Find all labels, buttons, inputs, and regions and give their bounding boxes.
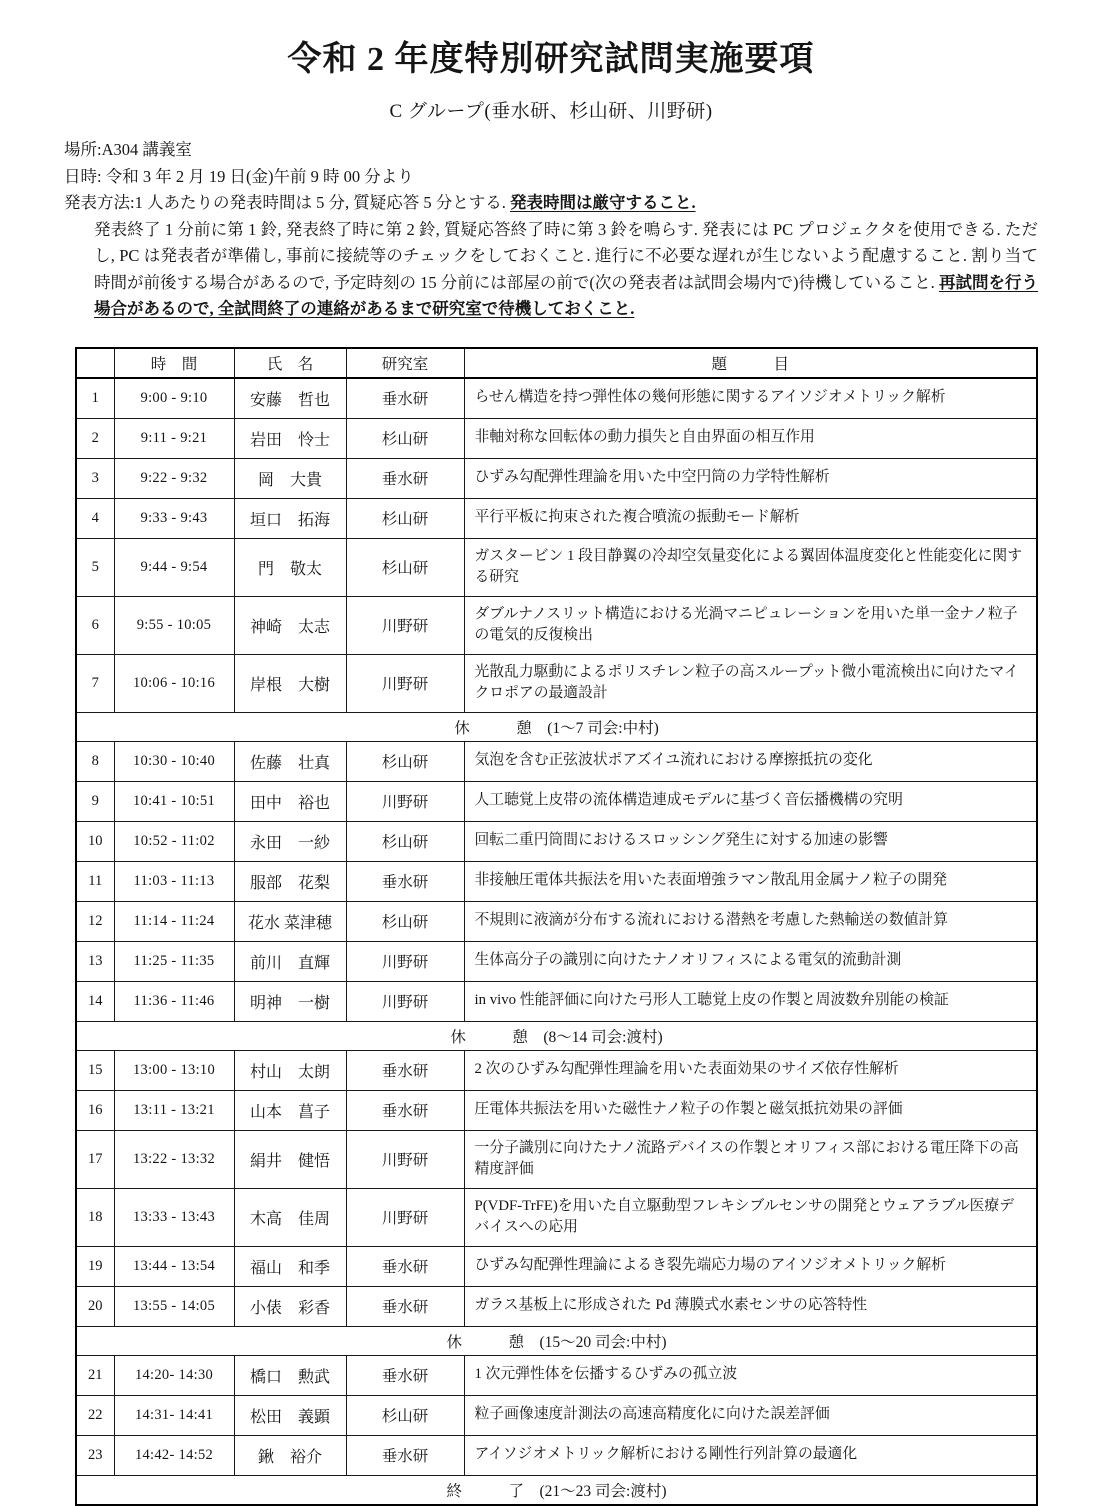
- notes-text: 発表終了 1 分前に第 1 鈴, 発表終了時に第 2 鈴, 質疑応答終了時に第 3 鈴を鳴らす. 発表には PC プロジェクタを使用できる. ただし, PC は発表者が準備し, 事前に接続等のチェックをしておくこと. 進行に不必要な遅れが生じないよう配慮すること. 割り当て時間が前後する場合があるので, 予定時刻の 15 分前には部屋の前で(次の発表者は試問会場内で)待機していること.: [94, 219, 1038, 292]
- cell-no: 19: [76, 1246, 114, 1286]
- cell-time: 13:44 - 13:54: [114, 1246, 234, 1286]
- cell-title: 2 次のひずみ勾配弾性理論を用いた表面効果のサイズ依存性解析: [464, 1050, 1037, 1090]
- cell-time: 13:22 - 13:32: [114, 1130, 234, 1188]
- cell-no: 8: [76, 741, 114, 781]
- cell-title: 気泡を含む正弦波状ポアズイユ流れにおける摩擦抵抗の変化: [464, 741, 1037, 781]
- cell-name: 岸根 大樹: [234, 654, 346, 712]
- cell-lab: 垂水研: [346, 861, 464, 901]
- col-header-title: 題 目: [464, 348, 1037, 378]
- table-row: [76, 1286, 1037, 1326]
- break-row: [76, 1326, 1037, 1355]
- cell-time: 14:31- 14:41: [114, 1395, 234, 1435]
- cell-title: 人工聴覚上皮帯の流体構造連成モデルに基づく音伝播機構の究明: [464, 781, 1037, 821]
- cell-no: 17: [76, 1130, 114, 1188]
- col-header-number: [76, 348, 114, 378]
- cell-no: 20: [76, 1286, 114, 1326]
- cell-no: 7: [76, 654, 114, 712]
- cell-time: 13:11 - 13:21: [114, 1090, 234, 1130]
- table-row: [76, 1188, 1037, 1246]
- table-row: [76, 941, 1037, 981]
- cell-lab: 垂水研: [346, 458, 464, 498]
- cell-time: 11:14 - 11:24: [114, 901, 234, 941]
- cell-lab: 川野研: [346, 781, 464, 821]
- table-row: [76, 901, 1037, 941]
- cell-name: 絹井 健悟: [234, 1130, 346, 1188]
- method-text: 発表方法:1 人あたりの発表時間は 5 分, 質疑応答 5 分とする.: [64, 193, 510, 212]
- cell-title: in vivo 性能評価に向けた弓形人工聴覚上皮の作製と周波数弁別能の検証: [464, 981, 1037, 1021]
- cell-lab: 垂水研: [346, 1355, 464, 1395]
- cell-name: 神崎 太志: [234, 596, 346, 654]
- cell-name: 垣口 拓海: [234, 498, 346, 538]
- cell-name: 佐藤 壮真: [234, 741, 346, 781]
- table-row: [76, 741, 1037, 781]
- method-emphasis: 発表時間は厳守すること.: [509, 193, 696, 212]
- cell-name: 花水 菜津穂: [234, 901, 346, 941]
- cell-title: ひずみ勾配弾性理論によるき裂先端応力場のアイソジオメトリック解析: [464, 1246, 1037, 1286]
- cell-title: アイソジオメトリック解析における剛性行列計算の最適化: [464, 1435, 1037, 1475]
- table-row: [76, 861, 1037, 901]
- cell-lab: 垂水研: [346, 378, 464, 419]
- cell-time: 13:00 - 13:10: [114, 1050, 234, 1090]
- cell-lab: 川野研: [346, 1130, 464, 1188]
- cell-no: 11: [76, 861, 114, 901]
- cell-time: 9:00 - 9:10: [114, 378, 234, 419]
- cell-time: 10:06 - 10:16: [114, 654, 234, 712]
- cell-name: 木高 佳周: [234, 1188, 346, 1246]
- cell-title: ダブルナノスリット構造における光渦マニピュレーションを用いた単一金ナノ粒子の電気的反復検出: [464, 596, 1037, 654]
- doc-subtitle: C グループ(垂水研、杉山研、川野研): [389, 101, 713, 122]
- cell-lab: 杉山研: [346, 418, 464, 458]
- cell-lab: 川野研: [346, 596, 464, 654]
- schedule-table: [75, 347, 1038, 1506]
- cell-name: 小俵 彩香: [234, 1286, 346, 1326]
- break-label: 休 憩 (8～14 司会:渡村): [76, 1021, 1037, 1050]
- cell-title: らせん構造を持つ弾性体の幾何形態に関するアイソジオメトリック解析: [464, 378, 1037, 419]
- cell-title: P(VDF-TrFE)を用いた自立駆動型フレキシブルセンサの開発とウェアラブル医療デバイスへの応用: [464, 1188, 1037, 1246]
- cell-time: 10:52 - 11:02: [114, 821, 234, 861]
- cell-name: 服部 花梨: [234, 861, 346, 901]
- cell-time: 9:11 - 9:21: [114, 418, 234, 458]
- cell-no: 4: [76, 498, 114, 538]
- table-row: [76, 1355, 1037, 1395]
- table-row: [76, 821, 1037, 861]
- table-row: [76, 458, 1037, 498]
- cell-no: 5: [76, 538, 114, 596]
- cell-title: 圧電体共振法を用いた磁性ナノ粒子の作製と磁気抵抗効果の評価: [464, 1090, 1037, 1130]
- cell-name: 岡 大貴: [234, 458, 346, 498]
- cell-time: 14:20- 14:30: [114, 1355, 234, 1395]
- cell-lab: 垂水研: [346, 1050, 464, 1090]
- cell-no: 16: [76, 1090, 114, 1130]
- cell-title: 粒子画像速度計測法の高速高精度化に向けた誤差評価: [464, 1395, 1037, 1435]
- cell-title: ひずみ勾配弾性理論を用いた中空円筒の力学特性解析: [464, 458, 1037, 498]
- doc-title: 令和 2 年度特別研究試問実施要項: [287, 41, 815, 78]
- cell-no: 1: [76, 378, 114, 419]
- cell-title: ガスタービン 1 段目静翼の冷却空気量変化による翼固体温度変化と性能変化に関する研究: [464, 538, 1037, 596]
- cell-lab: 川野研: [346, 654, 464, 712]
- cell-title: 非軸対称な回転体の動力損失と自由界面の相互作用: [464, 418, 1037, 458]
- cell-title: 光散乱力駆動によるポリスチレン粒子の高スループット微小電流検出に向けたマイクロポアの最適設計: [464, 654, 1037, 712]
- cell-no: 14: [76, 981, 114, 1021]
- table-row: [76, 1435, 1037, 1475]
- cell-title: ガラス基板上に形成された Pd 薄膜式水素センサの応答特性: [464, 1286, 1037, 1326]
- cell-time: 11:03 - 11:13: [114, 861, 234, 901]
- cell-name: 鍬 裕介: [234, 1435, 346, 1475]
- cell-no: 6: [76, 596, 114, 654]
- break-label: 休 憩 (15～20 司会:中村): [76, 1326, 1037, 1355]
- cell-name: 橋口 勲武: [234, 1355, 346, 1395]
- cell-no: 13: [76, 941, 114, 981]
- notes-emphasis: 再試問を行う場合があるので, 全試問終了の連絡があるまで研究室で待機しておくこと.: [94, 272, 1039, 318]
- cell-lab: 川野研: [346, 941, 464, 981]
- cell-name: 岩田 怜士: [234, 418, 346, 458]
- cell-lab: 垂水研: [346, 1435, 464, 1475]
- cell-time: 14:42- 14:52: [114, 1435, 234, 1475]
- cell-title: 不規則に液滴が分布する流れにおける潜熱を考慮した熱輸送の数値計算: [464, 901, 1037, 941]
- cell-no: 18: [76, 1188, 114, 1246]
- table-row: [76, 1246, 1037, 1286]
- cell-title: 平行平板に拘束された複合噴流の振動モード解析: [464, 498, 1037, 538]
- cell-title: 1 次元弾性体を伝播するひずみの孤立波: [464, 1355, 1037, 1395]
- schedule-rows: [76, 378, 1037, 1505]
- table-row: [76, 1090, 1037, 1130]
- cell-time: 11:25 - 11:35: [114, 941, 234, 981]
- break-label: 休 憩 (1～7 司会:中村): [76, 712, 1037, 741]
- cell-lab: 杉山研: [346, 1395, 464, 1435]
- break-row: [76, 1475, 1037, 1505]
- cell-name: 前川 直輝: [234, 941, 346, 981]
- cell-no: 21: [76, 1355, 114, 1395]
- cell-name: 安藤 哲也: [234, 378, 346, 419]
- cell-no: 15: [76, 1050, 114, 1090]
- cell-no: 10: [76, 821, 114, 861]
- table-row: [76, 418, 1037, 458]
- cell-name: 村山 太朗: [234, 1050, 346, 1090]
- cell-no: 2: [76, 418, 114, 458]
- table-row: [76, 781, 1037, 821]
- cell-name: 松田 義顕: [234, 1395, 346, 1435]
- cell-name: 明神 一樹: [234, 981, 346, 1021]
- cell-lab: 垂水研: [346, 1246, 464, 1286]
- cell-lab: 杉山研: [346, 498, 464, 538]
- cell-no: 23: [76, 1435, 114, 1475]
- cell-time: 11:36 - 11:46: [114, 981, 234, 1021]
- cell-no: 9: [76, 781, 114, 821]
- cell-lab: 垂水研: [346, 1090, 464, 1130]
- cell-lab: 川野研: [346, 1188, 464, 1246]
- table-row: [76, 981, 1037, 1021]
- cell-time: 13:33 - 13:43: [114, 1188, 234, 1246]
- cell-name: 永田 一紗: [234, 821, 346, 861]
- table-row: [76, 1395, 1037, 1435]
- cell-name: 門 敬太: [234, 538, 346, 596]
- cell-title: 生体高分子の識別に向けたナノオリフィスによる電気的流動計測: [464, 941, 1037, 981]
- cell-time: 9:55 - 10:05: [114, 596, 234, 654]
- table-row: [76, 378, 1037, 419]
- cell-title: 一分子識別に向けたナノ流路デバイスの作製とオリフィス部における電圧降下の高精度評価: [464, 1130, 1037, 1188]
- cell-lab: 杉山研: [346, 538, 464, 596]
- cell-lab: 川野研: [346, 981, 464, 1021]
- cell-title: 回転二重円筒間におけるスロッシング発生に対する加速の影響: [464, 821, 1037, 861]
- cell-lab: 垂水研: [346, 1286, 464, 1326]
- break-label: 終 了 (21～23 司会:渡村): [76, 1475, 1037, 1505]
- cell-name: 山本 菖子: [234, 1090, 346, 1130]
- cell-time: 9:44 - 9:54: [114, 538, 234, 596]
- cell-lab: 杉山研: [346, 901, 464, 941]
- method-line: [64, 190, 1038, 217]
- table-row: [76, 596, 1037, 654]
- cell-name: 福山 和季: [234, 1246, 346, 1286]
- notes-paragraph: [94, 217, 1038, 323]
- cell-time: 9:22 - 9:32: [114, 458, 234, 498]
- cell-title: 非接触圧電体共振法を用いた表面増強ラマン散乱用金属ナノ粒子の開発: [464, 861, 1037, 901]
- cell-lab: 杉山研: [346, 821, 464, 861]
- break-row: [76, 712, 1037, 741]
- break-row: [76, 1021, 1037, 1050]
- cell-lab: 杉山研: [346, 741, 464, 781]
- col-header-time: 時 間: [114, 348, 234, 378]
- cell-time: 10:30 - 10:40: [114, 741, 234, 781]
- location-line: 場所:A304 講義室: [64, 140, 192, 159]
- datetime-line: 日時: 令和 3 年 2 月 19 日(金)午前 9 時 00 分より: [64, 166, 414, 186]
- cell-no: 22: [76, 1395, 114, 1435]
- cell-time: 9:33 - 9:43: [114, 498, 234, 538]
- col-header-name: 氏 名: [234, 348, 346, 378]
- table-row: [76, 1130, 1037, 1188]
- header-row: [76, 348, 1037, 378]
- col-header-lab: 研究室: [346, 348, 464, 378]
- cell-name: 田中 裕也: [234, 781, 346, 821]
- table-row: [76, 654, 1037, 712]
- cell-no: 12: [76, 901, 114, 941]
- table-row: [76, 1050, 1037, 1090]
- schedule-header: [76, 348, 1037, 378]
- table-row: [76, 498, 1037, 538]
- table-row: [76, 538, 1037, 596]
- cell-time: 13:55 - 14:05: [114, 1286, 234, 1326]
- cell-time: 10:41 - 10:51: [114, 781, 234, 821]
- cell-no: 3: [76, 458, 114, 498]
